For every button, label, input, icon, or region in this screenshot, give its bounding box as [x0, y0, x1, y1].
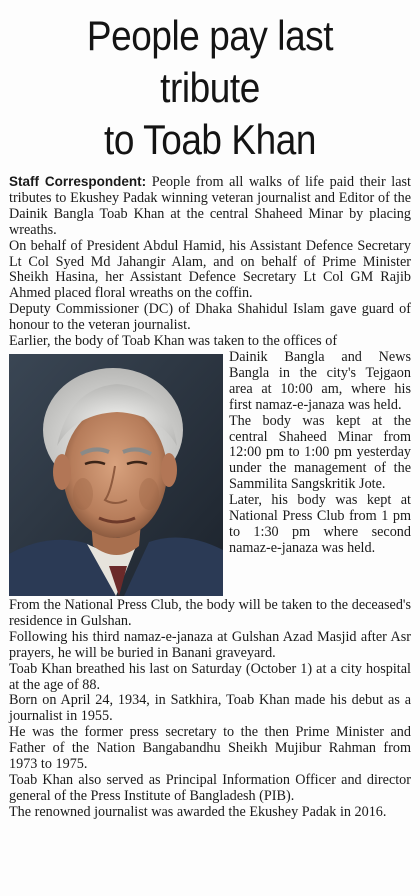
paragraph-13: The renowned journalist was awarded the Ekushey Padak in 2016.: [9, 803, 387, 820]
paragraph-11: He was the former press secretary to the then Prime Minister and Father of the Nation Bangabandhu Sheikh Mujibur Rahman from 1973 to 1975.: [9, 724, 411, 773]
paragraph-5: The body was kept at the central Shaheed Minar from 12:00 pm to 1:00 pm yesterday under the management of the Sammilita Sangskritik Jote.: [229, 412, 411, 493]
paragraph-1-text: People from all walks of life paid their last tributes to Ekushey Padak winning veteran journalist and Editor of the Dainik Bangla Toab Khan at the central Shaheed Minar by placing wreaths.: [9, 174, 411, 238]
portrait-icon: [9, 354, 223, 596]
paragraph-10: Born on April 24, 1934, in Satkhira, Toab Khan made his debut as a journalist in 1955.: [9, 692, 411, 725]
headline-line-2: to Toab Khan: [104, 116, 316, 163]
paragraph-7: From the National Press Club, the body will be taken to the deceased's residence in Gulshan.: [9, 596, 411, 629]
paragraph-2: On behalf of President Abdul Hamid, his Assistant Defence Secretary Lt Col Syed Md Jahangir Alam, and on behalf of Prime Minister Sheikh Hasina, her Assistant Defence Secretary Lt Col GM Rajib Ahmed placed floral wreaths on the coffin.: [9, 237, 411, 302]
paragraph-8: Following his third namaz-e-janaza at Gulshan Azad Masjid after Asr prayers, he will be buried in Banani graveyard.: [9, 628, 411, 661]
paragraph-9: Toab Khan breathed his last on Saturday (October 1) at a city hospital at the age of 88.: [9, 660, 411, 693]
paragraph-12: Toab Khan also served as Principal Information Officer and director general of the Press Institute of Bangladesh (PIB).: [9, 771, 411, 804]
portrait-photo: [9, 354, 223, 596]
photo-wrap-section: [9, 350, 411, 598]
headline: [33, 10, 387, 166]
paragraph-1: [9, 174, 411, 239]
headline-line-1: People pay last tribute: [86, 12, 334, 111]
article-body: [9, 174, 411, 821]
paragraph-4-intro: Earlier, the body of Toab Khan was taken to the offices of: [9, 333, 338, 350]
byline: Staff Correspondent:: [9, 174, 147, 189]
paragraph-3: Deputy Commissioner (DC) of Dhaka Shahidul Islam gave guard of honour to the veteran journalist.: [9, 301, 411, 334]
paragraph-4-wrap: Dainik Bangla and News Bangla in the city's Tejgaon area at 10:00 am, where his first namaz-e-janaza was held.: [229, 349, 411, 413]
paragraph-6: Later, his body was kept at National Press Club from 1 pm to 1:30 pm where second namaz-e-janaza was held.: [229, 492, 411, 556]
